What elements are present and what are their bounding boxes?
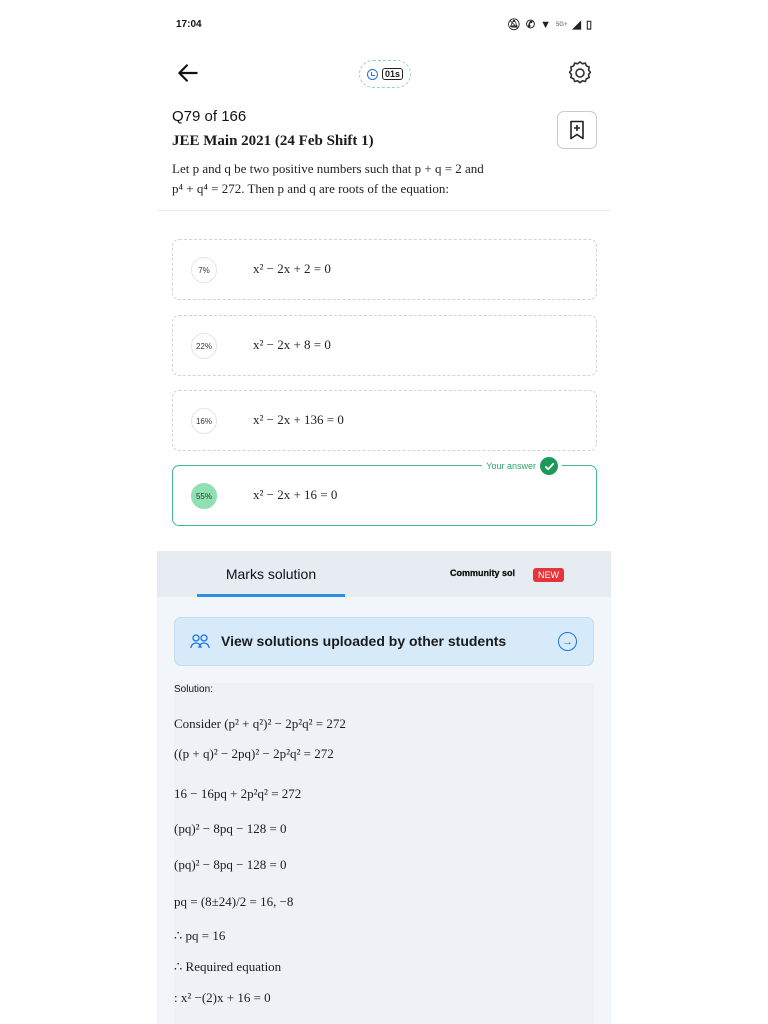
question-text: [172, 159, 592, 199]
option-a[interactable]: [172, 239, 597, 300]
signal-icon: ◢: [572, 19, 581, 31]
arrow-right-circle-icon: →: [558, 632, 577, 651]
divider: [157, 210, 611, 211]
new-badge: NEW: [533, 568, 564, 582]
question-source: JEE Main 2021 (24 Feb Shift 1): [172, 133, 374, 149]
option-equation: x² − 2x + 16 = 0: [253, 487, 338, 502]
bookmark-add-icon: [569, 120, 585, 140]
solution-line: 16 − 16pq + 2p²q² = 272: [174, 786, 302, 801]
solution-line: Consider (p² + q²)² − 2p²q² = 272: [174, 716, 346, 731]
solution-line: pq = (8±24)/2 = 16, −8: [174, 894, 294, 909]
option-equation: x² − 2x + 136 = 0: [253, 412, 344, 427]
option-c[interactable]: [172, 390, 597, 451]
option-percent: 7%: [191, 257, 217, 283]
option-percent: 55%: [191, 483, 217, 509]
timer-value: 01s: [382, 68, 403, 80]
status-time: 17:04: [176, 19, 202, 30]
status-icons: [507, 17, 592, 33]
network-label: 5G+: [555, 22, 568, 28]
check-icon: [540, 457, 558, 475]
wifi-icon: ▼: [540, 19, 551, 31]
tab-marks-solution[interactable]: Marks solution: [225, 566, 317, 582]
option-equation: x² − 2x + 2 = 0: [253, 261, 331, 276]
clock-icon: [367, 69, 378, 80]
solution-label: Solution:: [174, 684, 213, 695]
battery-icon: ▯: [585, 19, 592, 31]
option-percent: 16%: [191, 408, 217, 434]
option-b[interactable]: [172, 315, 597, 376]
question-text-line2: p⁴ + q⁴ = 272. Then p and q are roots of the equation:: [172, 181, 449, 196]
solution-line: ∴ Required equation: [174, 959, 282, 974]
question-screen: [157, 0, 611, 1024]
timer-badge: [359, 60, 411, 88]
view-solutions-label: View solutions uploaded by other students: [221, 633, 507, 649]
gear-icon[interactable]: [566, 59, 594, 87]
call-icon: ✆: [525, 19, 536, 31]
solution-line: (pq)² − 8pq − 128 = 0: [174, 821, 287, 836]
option-percent: 22%: [191, 333, 217, 359]
mute-icon: 🔕︎: [506, 19, 521, 31]
tab-community-solution[interactable]: Community sol: [450, 568, 516, 578]
question-text-line1: Let p and q be two positive numbers such that p + q = 2 and: [172, 161, 484, 176]
view-other-solutions-button[interactable]: [174, 617, 594, 666]
solution-line: : x² −(2)x + 16 = 0: [174, 990, 271, 1005]
option-d[interactable]: [172, 461, 597, 526]
your-answer-tag: [482, 457, 562, 475]
solution-line: (pq)² − 8pq − 128 = 0: [174, 857, 287, 872]
question-number: Q79 of 166: [172, 108, 247, 125]
back-arrow-icon[interactable]: [175, 60, 201, 86]
people-icon: [190, 633, 210, 651]
your-answer-label: Your answer: [486, 461, 536, 471]
solution-line: ((p + q)² − 2pq)² − 2p²q² = 272: [174, 746, 334, 761]
status-bar: [176, 17, 592, 33]
option-equation: x² − 2x + 8 = 0: [253, 337, 331, 352]
bookmark-button[interactable]: [557, 111, 597, 149]
solution-line: ∴ pq = 16: [174, 928, 226, 943]
